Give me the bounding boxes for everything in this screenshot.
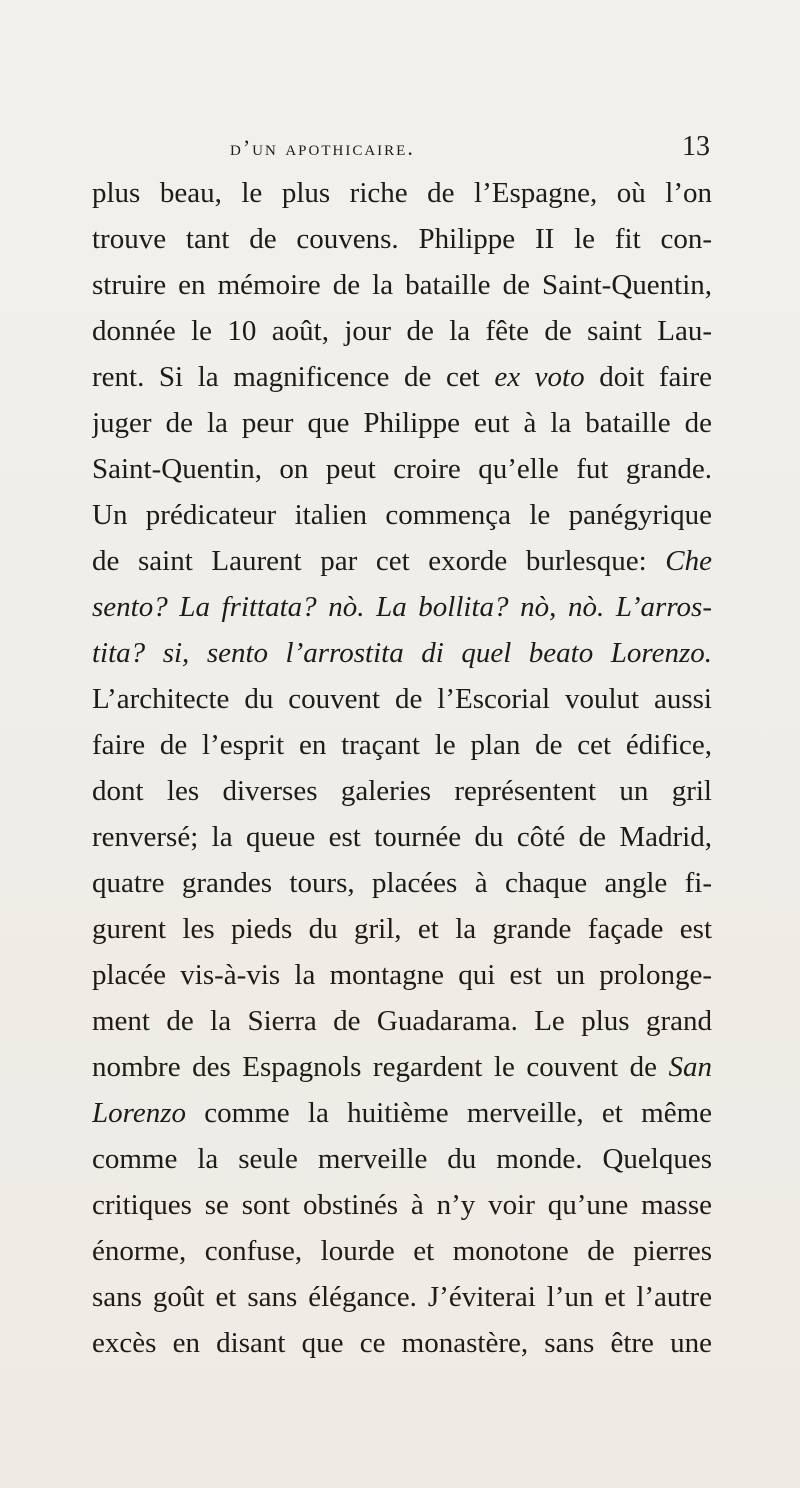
text-line: plus beau, le plus riche de l’Espagne, où l’on bbox=[92, 177, 712, 209]
text-line: tita? si, sento l’arrostita di quel beato Lorenzo. bbox=[92, 637, 712, 669]
page-number: 13 bbox=[682, 131, 710, 162]
text-line: sento? La frittata? nò. La bollita? nò, nò. L’arros- bbox=[92, 591, 712, 623]
text-line: dont les diverses galeries représentent un gril bbox=[92, 775, 712, 807]
text-line: Un prédicateur italien commença le panégyrique bbox=[92, 499, 712, 531]
running-head bbox=[90, 131, 710, 171]
text-line: donnée le 10 août, jour de la fête de saint Lau- bbox=[92, 315, 712, 347]
text-line: critiques se sont obstinés à n’y voir qu’une masse bbox=[92, 1189, 712, 1221]
text-line: trouve tant de couvens. Philippe II le fit con- bbox=[92, 223, 712, 255]
text-line: L’architecte du couvent de l’Escorial voulut aussi bbox=[92, 683, 712, 715]
text-line: placée vis-à-vis la montagne qui est un prolonge- bbox=[92, 959, 712, 991]
text-line: nombre des Espagnols regardent le couvent de San bbox=[92, 1051, 712, 1083]
body-text bbox=[92, 170, 712, 1366]
running-title: d’un apothicaire. bbox=[230, 135, 415, 160]
text-line: renversé; la queue est tournée du côté de Madrid, bbox=[92, 821, 712, 853]
text-line: énorme, confuse, lourde et monotone de pierres bbox=[92, 1235, 712, 1267]
text-line: faire de l’esprit en traçant le plan de cet édifice, bbox=[92, 729, 712, 761]
text-line: quatre grandes tours, placées à chaque angle fi- bbox=[92, 867, 712, 899]
text-line: juger de la peur que Philippe eut à la bataille de bbox=[92, 407, 712, 439]
text-line: sans goût et sans élégance. J’éviterai l’un et l’autre bbox=[92, 1281, 712, 1313]
text-line: Lorenzo comme la huitième merveille, et même bbox=[92, 1097, 712, 1129]
text-line: excès en disant que ce monastère, sans être une bbox=[92, 1327, 712, 1359]
text-line: struire en mémoire de la bataille de Saint-Quentin, bbox=[92, 269, 712, 301]
text-line: comme la seule merveille du monde. Quelques bbox=[92, 1143, 712, 1175]
text-line: rent. Si la magnificence de cet ex voto doit faire bbox=[92, 361, 712, 393]
text-line: gurent les pieds du gril, et la grande façade est bbox=[92, 913, 712, 945]
text-line: ment de la Sierra de Guadarama. Le plus grand bbox=[92, 1005, 712, 1037]
text-line: de saint Laurent par cet exorde burlesque: Che bbox=[92, 545, 712, 577]
text-line: Saint-Quentin, on peut croire qu’elle fut grande. bbox=[92, 453, 712, 485]
